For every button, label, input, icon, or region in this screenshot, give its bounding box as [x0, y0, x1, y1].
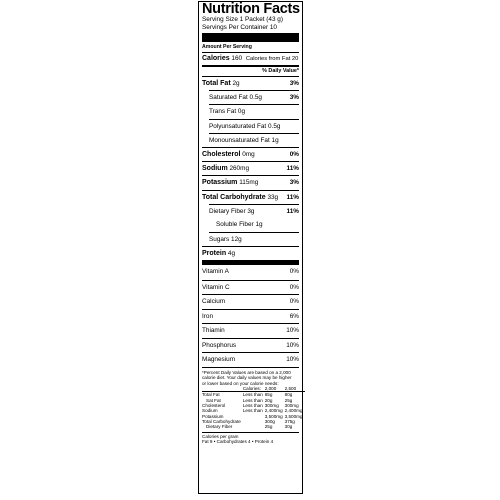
nutrient-label: Dietary Fiber: [209, 207, 246, 215]
vitamin-row-vitamin-c: [202, 280, 299, 295]
nutrient-label: Cholesterol: [202, 150, 241, 158]
nutrient-row-soluble-fiber: [216, 218, 299, 232]
vitamin-label: Phosphorus: [202, 341, 237, 349]
footnote-line: or lower based on your calorie needs:: [202, 380, 279, 386]
nutrient-amount: 0mg: [242, 150, 255, 158]
table-row: [202, 424, 305, 429]
table-row: [202, 392, 305, 398]
dv-cell: 30g: [284, 424, 293, 430]
nutrient-label: Sugars: [209, 236, 230, 244]
vitamin-pct: 0%: [289, 283, 299, 291]
vitamin-row-phosphorus: [202, 338, 299, 353]
nutrient-label: Saturated Fat: [209, 94, 248, 102]
nutrient-row-dietary-fiber: [209, 204, 299, 218]
calories-row: [202, 52, 299, 65]
dv-cell: 65g: [264, 392, 273, 398]
calories-per-gram-values: Fat 9 • Carbohydrates 4 • Protein 4: [202, 438, 274, 444]
dv-cell: [243, 424, 265, 429]
dv-cell: 2,000: [264, 386, 277, 392]
nutrient-label: Sodium: [202, 165, 228, 173]
dv-cell: 80g: [284, 392, 293, 398]
vitamin-label: Thiamin: [202, 327, 225, 335]
vitamin-row-thiamin: [202, 323, 299, 338]
vitamin-label: Calcium: [202, 298, 226, 306]
table-row: [202, 408, 305, 413]
vitamin-pct: 0%: [289, 298, 299, 306]
vitamin-row-vitamin-a: [202, 265, 299, 280]
dv-cell: Dietary Fiber: [206, 424, 233, 430]
nutrient-row-total-carbohydrate: [202, 190, 299, 204]
nutrient-row-total-fat: [202, 76, 299, 90]
vitamin-row-magnesium: [202, 352, 299, 367]
nutrient-pct: 3%: [289, 179, 299, 187]
nutrient-amount: 2g: [232, 80, 240, 87]
nutrient-amount: 12g: [231, 236, 242, 244]
nutrient-row-trans-fat: [209, 104, 299, 118]
footnote-line: *Percent Daily Values are based on a 2,000: [202, 369, 291, 375]
nutrient-row-protein: [202, 246, 299, 260]
dv-cell: 2,400mg: [284, 408, 303, 414]
dv-cell: Calories:: [242, 386, 261, 392]
dv-cell: 2,400mg: [264, 408, 283, 414]
dv-cell: Less than: [242, 408, 263, 414]
nutrient-amount: 0.5g: [267, 122, 281, 130]
servings-per-container: Servings Per Container 10: [202, 24, 277, 31]
nutrient-amount: 0g: [237, 108, 245, 116]
vitamin-pct: 10%: [286, 356, 299, 364]
dv-cell: 300mg: [284, 403, 299, 409]
vitamin-label: Magnesium: [202, 356, 236, 364]
calories-per-gram: [202, 432, 299, 445]
dv-cell: Cholesterol: [202, 403, 226, 409]
vitamin-pct: 10%: [286, 327, 299, 335]
nutrient-row-sodium: [202, 161, 299, 175]
footnote-line: calorie diet. Your daily values may be higher: [202, 375, 292, 381]
vitamin-pct: 0%: [289, 268, 299, 276]
nutrient-row-sugars: [209, 232, 299, 246]
nutrient-label: Potassium: [202, 179, 238, 187]
dv-cell: 25g: [264, 424, 273, 430]
dv-cell: Less than: [242, 397, 263, 403]
dv-cell: Total Carbohydrate: [202, 418, 241, 424]
nutrient-label: Total Carbohydrate: [202, 193, 266, 201]
daily-values-table: [202, 386, 305, 429]
daily-value-header: % Daily Value*: [202, 65, 299, 76]
dv-cell: 3,500mg: [264, 413, 283, 419]
nutrient-amount: 1g: [271, 136, 279, 144]
nutrient-amount: 3g: [247, 207, 255, 215]
vitamin-label: Vitamin A: [202, 268, 229, 276]
nutrient-pct: 3%: [289, 94, 299, 102]
nutrient-label: Soluble Fiber: [216, 220, 254, 228]
calories-label: Calories: [202, 55, 230, 62]
label-title: Nutrition Facts: [202, 1, 300, 17]
dv-cell: 2,500: [284, 386, 297, 392]
dv-cell: 20g: [264, 397, 273, 403]
nutrient-amount: 115mg: [239, 179, 259, 187]
nutrient-label: Protein: [202, 250, 227, 258]
calories-value: 160: [231, 55, 243, 62]
dv-cell: Less than: [242, 403, 263, 409]
dv-cell: Sat Fat: [206, 397, 221, 403]
nutrient-amount: 33g: [267, 193, 279, 201]
nutrient-pct: 0%: [289, 150, 299, 158]
dv-cell: 300mg: [264, 403, 279, 409]
vitamin-label: Iron: [202, 312, 214, 320]
nutrient-pct: 3%: [289, 80, 299, 87]
nutrition-facts-label: [198, 1, 303, 494]
dv-cell: Potassium: [202, 413, 224, 419]
dv-cell: Sodium: [202, 408, 218, 414]
dv-cell: 375g: [284, 418, 295, 424]
vitamin-row-calcium: [202, 294, 299, 309]
nutrient-pct: 11%: [286, 193, 299, 201]
vitamin-row-iron: [202, 309, 299, 324]
nutrient-row-monounsaturated-fat: [209, 133, 299, 147]
calories-per-gram-label: Calories per gram: [202, 433, 239, 439]
nutrient-row-polyunsaturated-fat: [209, 119, 299, 133]
footnote: [202, 367, 303, 444]
vitamin-label: Vitamin C: [202, 283, 230, 291]
vitamin-pct: 6%: [289, 312, 299, 320]
thick-divider: [202, 33, 299, 42]
dv-cell: 3,500mg: [284, 413, 303, 419]
nutrient-amount: 4g: [227, 250, 236, 258]
dv-cell: 300g: [264, 418, 275, 424]
nutrient-amount: 0.5g: [249, 94, 262, 102]
calories-from-fat: Calories from Fat 20: [245, 56, 299, 62]
amount-per-serving: Amount Per Serving: [202, 44, 252, 50]
nutrient-row-potassium: [202, 175, 299, 189]
nutrient-row-cholesterol: [202, 147, 299, 161]
serving-size: Serving Size 1 Packet (43 g): [202, 16, 283, 23]
nutrient-pct: 11%: [286, 207, 299, 215]
nutrient-row-saturated-fat: [209, 90, 299, 104]
dv-cell: 25g: [284, 397, 293, 403]
dv-cell: Total Fat: [202, 392, 220, 398]
nutrient-label: Total Fat: [202, 80, 231, 87]
dv-cell: Less than: [242, 392, 263, 398]
nutrient-label: Monounsaturated Fat: [209, 136, 270, 144]
nutrient-amount: 260mg: [229, 165, 249, 173]
nutrient-label: Trans Fat: [209, 108, 237, 116]
nutrient-amount: 1g: [255, 220, 263, 228]
nutrient-pct: 11%: [286, 165, 299, 173]
vitamin-pct: 10%: [286, 341, 299, 349]
nutrient-label: Polyunsaturated Fat: [209, 122, 267, 130]
